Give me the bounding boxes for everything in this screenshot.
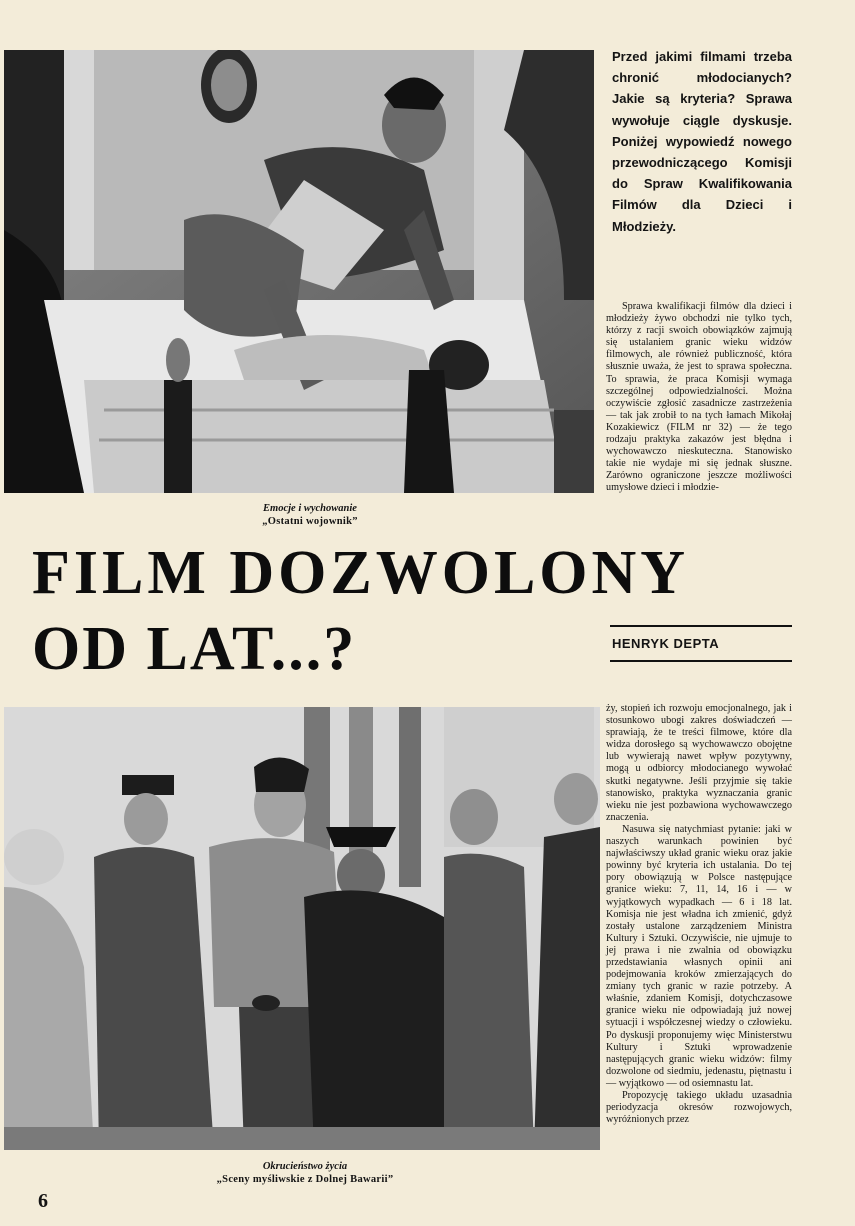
body-column-2	[606, 703, 792, 1126]
headline-line-1: FILM DOZWOLONY	[32, 539, 690, 607]
author-rule-top	[610, 625, 792, 627]
photo-caption	[200, 1160, 410, 1186]
photo-bedroom-illustration	[4, 50, 594, 493]
photo-arrest-scene	[4, 707, 600, 1150]
photo-caption	[230, 502, 390, 528]
caption-film-title: „Sceny myśliwskie z Dolnej Bawarii”	[216, 1174, 394, 1185]
body-paragraph: ży, stopień ich rozwoju emocjonalnego, jak i stosunkowo ubogi zakres doświadczeń — sprawiają, że te treści filmowe, które dla widza dorosłego są wychowawczo obojętne lub wywierają nawet wpływ pozytywny, mogą u odbiorcy młodocianego wywołać skutki negatywne. Jeśli przyjmie się takie stanowisko, praktyka wyznaczania granic wieku nie jest pozbawiona wychowawczego znaczenia.	[606, 703, 792, 823]
body-paragraph: Sprawa kwalifikacji filmów dla dzieci i młodzieży żywo obchodzi nie tylko tych, którzy z racji swoich obowiązków zajmują się ustalaniem granic wieku widzów filmowych, ale również publiczność, która słusznie uważa, że jest to sprawa społeczna. To sprawia, że praca Komisji wymaga szczególnej odpowiedzialności. Można oczywiście zgłosić zasadnicze zastrzeżenia — tak jak zrobił to na tych łamach Mikołaj Kozakiewicz (FILM nr 32) — że tego rodzaju praktyka zakazów jest błędna i wychowawczo nieskuteczna. Stanowisko takie nie wydaje mi się jednak słuszne. Zarówno ograniczone jeszcze możliwości umysłowe dzieci i młodzie-	[606, 301, 792, 494]
author-rule-bottom	[610, 660, 792, 662]
caption-film-title: „Ostatni wojownik”	[262, 516, 358, 527]
author-byline: HENRYK DEPTA	[612, 636, 720, 651]
photo-arrest-illustration	[4, 707, 600, 1150]
headline	[32, 535, 802, 687]
headline-line-2: OD LAT...?	[32, 615, 357, 683]
body-paragraph: Propozycję takiego układu uzasadnia periodyzacja okresów rozwojowych, wyróżnionych przez	[606, 1090, 792, 1126]
body-paragraph: Nasuwa się natychmiast pytanie: jaki w naszych warunkach powinien być najwłaściwszy układ granic wieku oraz jakie powinny być kryteria ich ustalania. Do tej pory obowiązują w Polsce następujące granice wieku: 7, 11, 14, 16 i — w wyjątkowych wypadkach — 6 i 18 lat. Komisja nie jest władna ich zmienić, gdyż zostały ustalone zarządzeniem Ministra Kultury i Sztuki. Oczywiście, nie ujmuje to jej prawa i nie zwalnia od obowiązku przedstawiania własnych opinii ani podejmowania kroków zmierzających do zmiany tych granic w razie potrzeby. A właśnie, zdaniem Komisji, dotychczasowe granice wieku nie odpowiadają już nowej sytuacji i współczesnej wiedzy o człowieku. Po dyskusji proponujemy więc Ministerstwu Kultury i Sztuki wprowadzenie następujących granic wieku widzów: filmy dozwolone od siedmiu, jedenastu, piętnastu i — wyjątkowo — od osiemnastu lat.	[606, 823, 792, 1089]
caption-title: Emocje i wychowanie	[263, 503, 357, 514]
article-lead: Przed jakimi filmami trzeba chronić młodocianych? Jakie są kryteria? Sprawa wywołuje ciągle dyskusje. Poniżej wypowiedź nowego przewodniczącego Komisji do Spraw Kwalifikowania Filmów dla Dzieci i Młodzieży.	[612, 49, 792, 234]
page-number: 6	[38, 1190, 48, 1212]
caption-title: Okrucieństwo życia	[262, 1161, 348, 1172]
photo-bedroom-scene	[4, 50, 594, 493]
body-column-1	[606, 301, 792, 495]
